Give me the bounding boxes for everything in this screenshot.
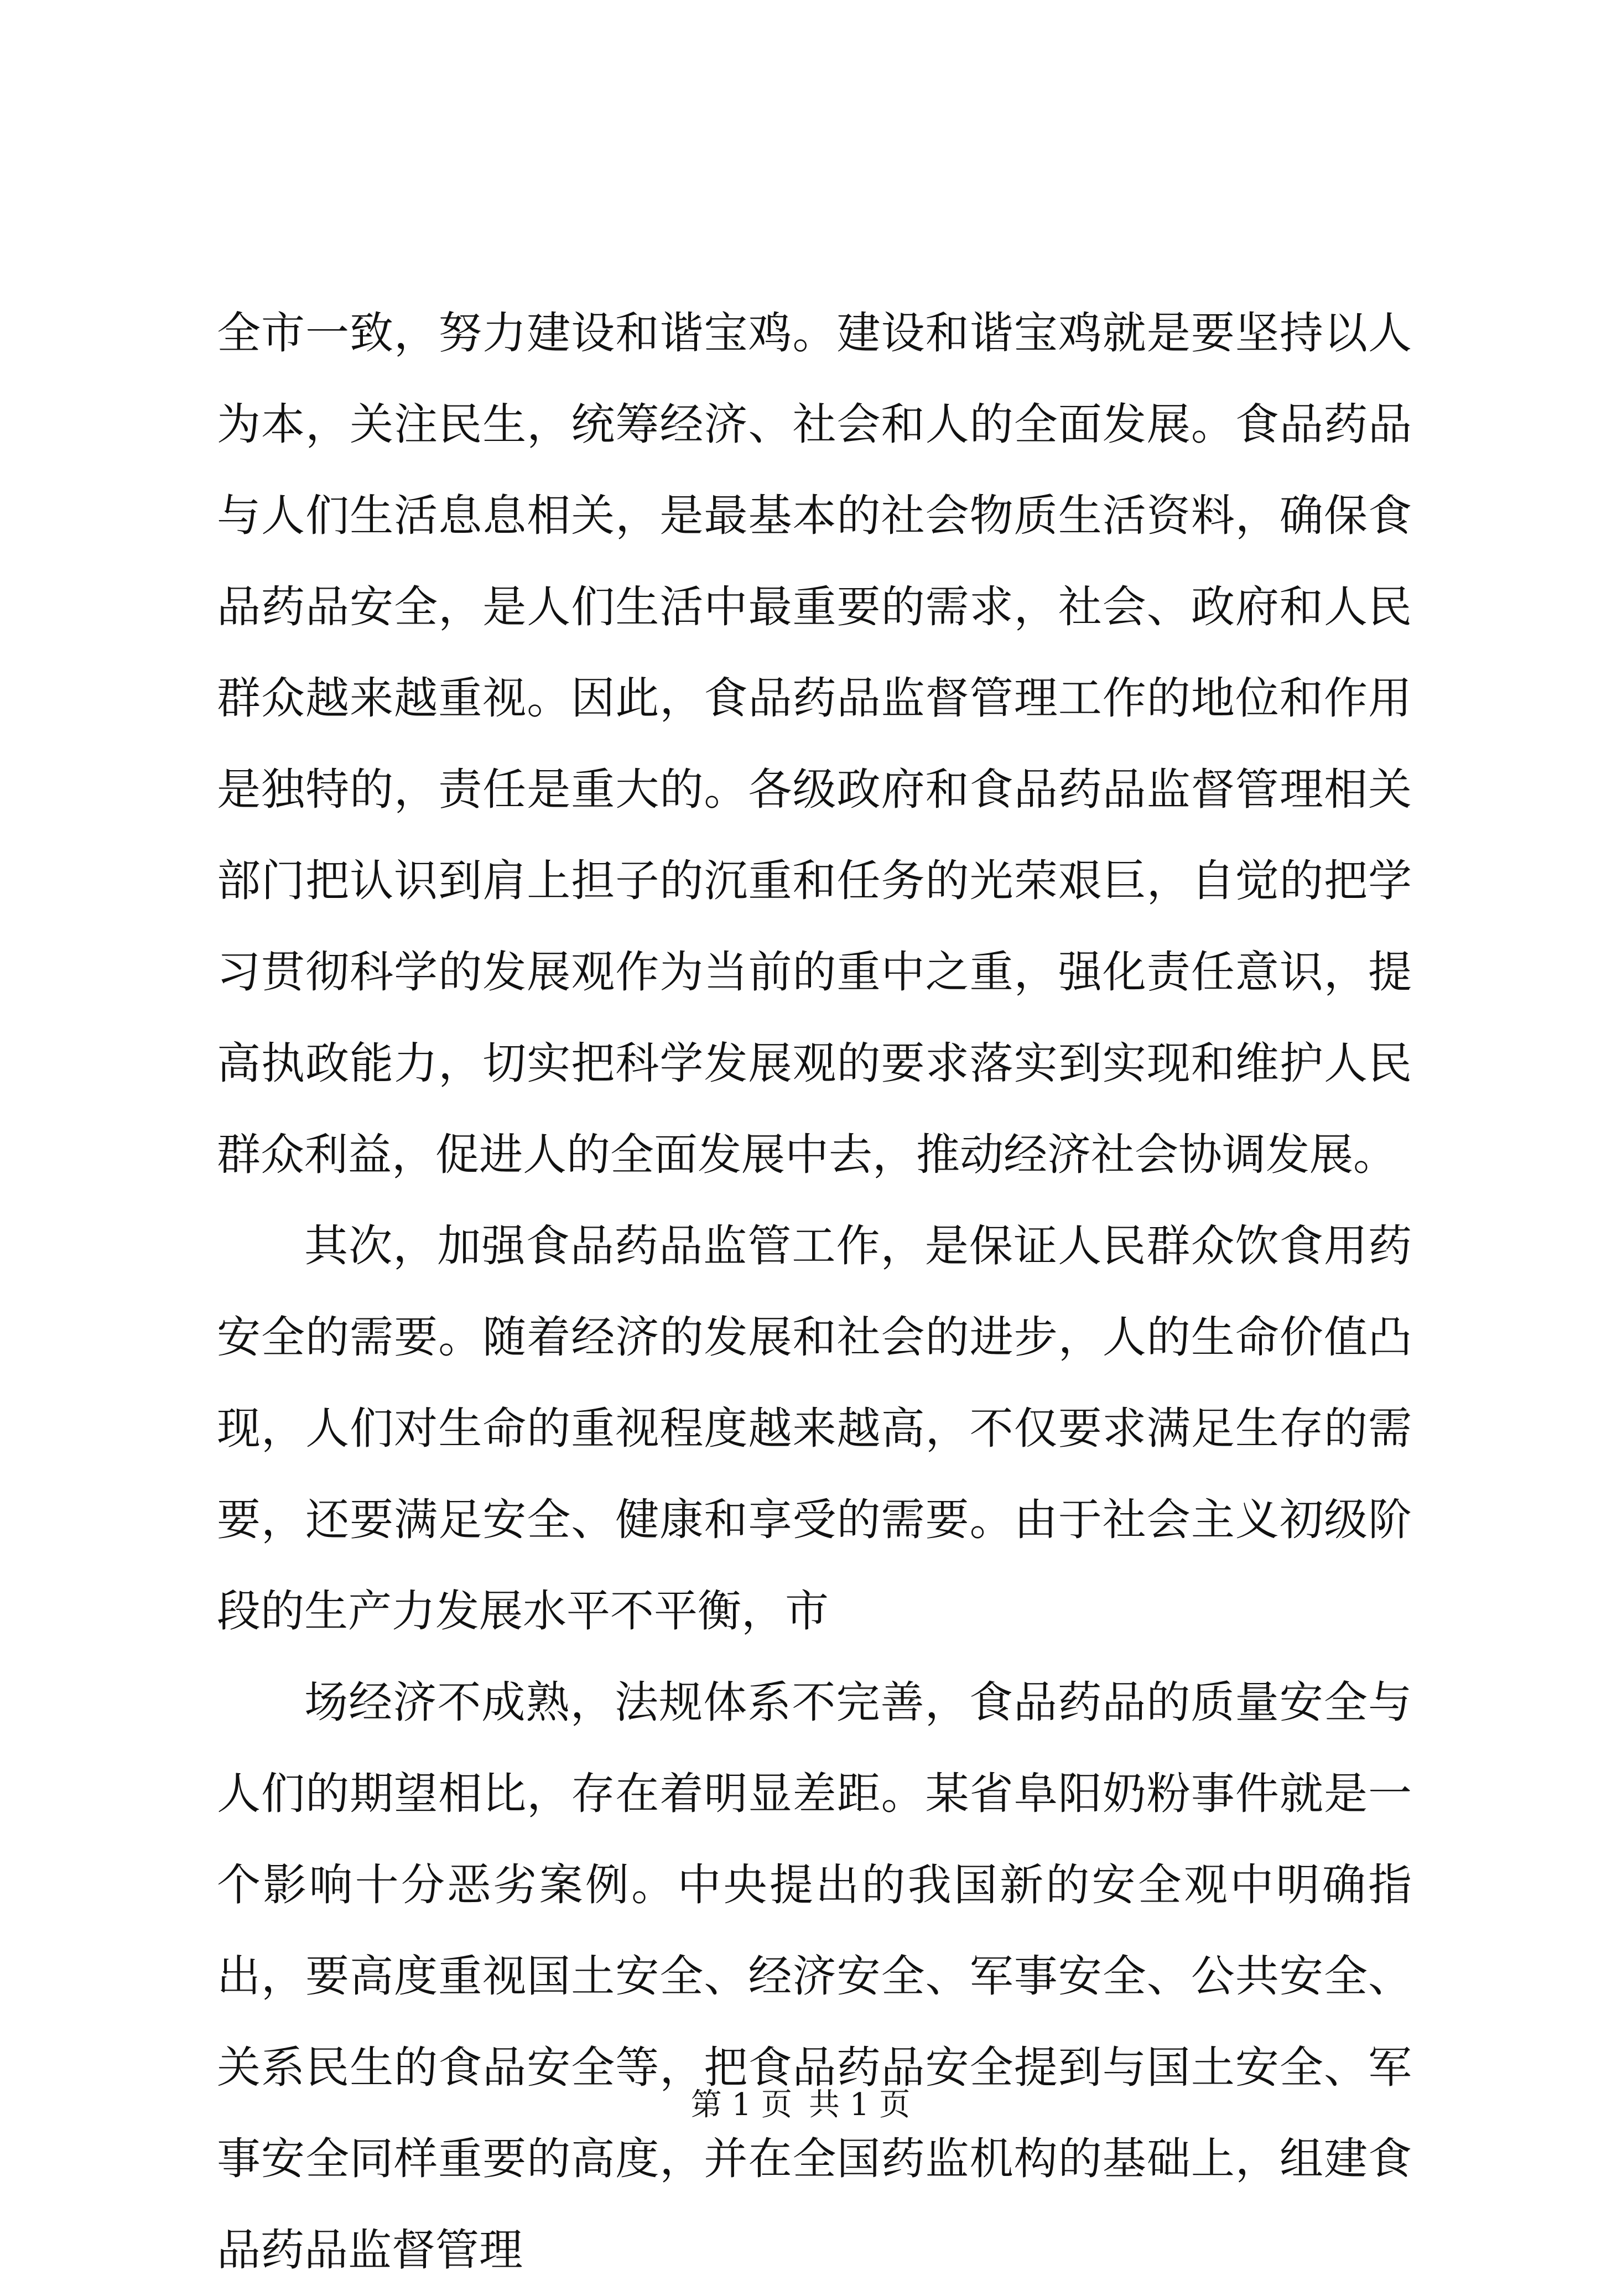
page-footer [0,2080,1601,2124]
paragraph-3: 场经济不成熟，法规体系不完善，食品药品的质量安全与人们的期望相比，存在着明显差距。某省阜阳奶粉事件就是一个影响十分恶劣案例。中央提出的我国新的安全观中明确指出，要高度重视国土安全、经济安全、军事安全、公共安全、关系民生的食品安全等，把食品药品安全提到与国土安全、军事安全同样重要的高度，并在全国药监机构的基础上，组建食品药品监督管理 [217,1677,1412,2276]
document-body [217,288,1412,2296]
paragraph-2: 其次，加强食品药品监管工作，是保证人民群众饮食用药安全的需要。随着经济的发展和社会的进步，人的生命价值凸现，人们对生命的重视程度越来越高，不仅要求满足生存的需要，还要满足安全、健康和享受的需要。由于社会主义初级阶段的生产力发展水平不平衡，市 [217,1220,1412,1637]
page-number-current: 第 1 页 [690,2087,792,2123]
paragraph-1: 全市一致，努力建设和谐宝鸡。建设和谐宝鸡就是要坚持以人为本，关注民生，统筹经济、社会和人的全面发展。食品药品与人们生活息息相关，是最基本的社会物质生活资料，确保食品药品安全，是人们生活中最重要的需求，社会、政府和人民群众越来越重视。因此，食品药品监督管理工作的地位和作用是独特的，责任是重大的。各级政府和食品药品监督管理相关部门把认识到肩上担子的沉重和任务的光荣艰巨，自觉的把学习贯彻科学的发展观作为当前的重中之重，强化责任意识，提高执政能力，切实把科学发展观的要求落实到实现和维护人民群众利益，促进人的全面发展中去，推动经济社会协调发展。 [217,308,1412,1180]
page-number-total: 共 1 页 [809,2087,911,2123]
